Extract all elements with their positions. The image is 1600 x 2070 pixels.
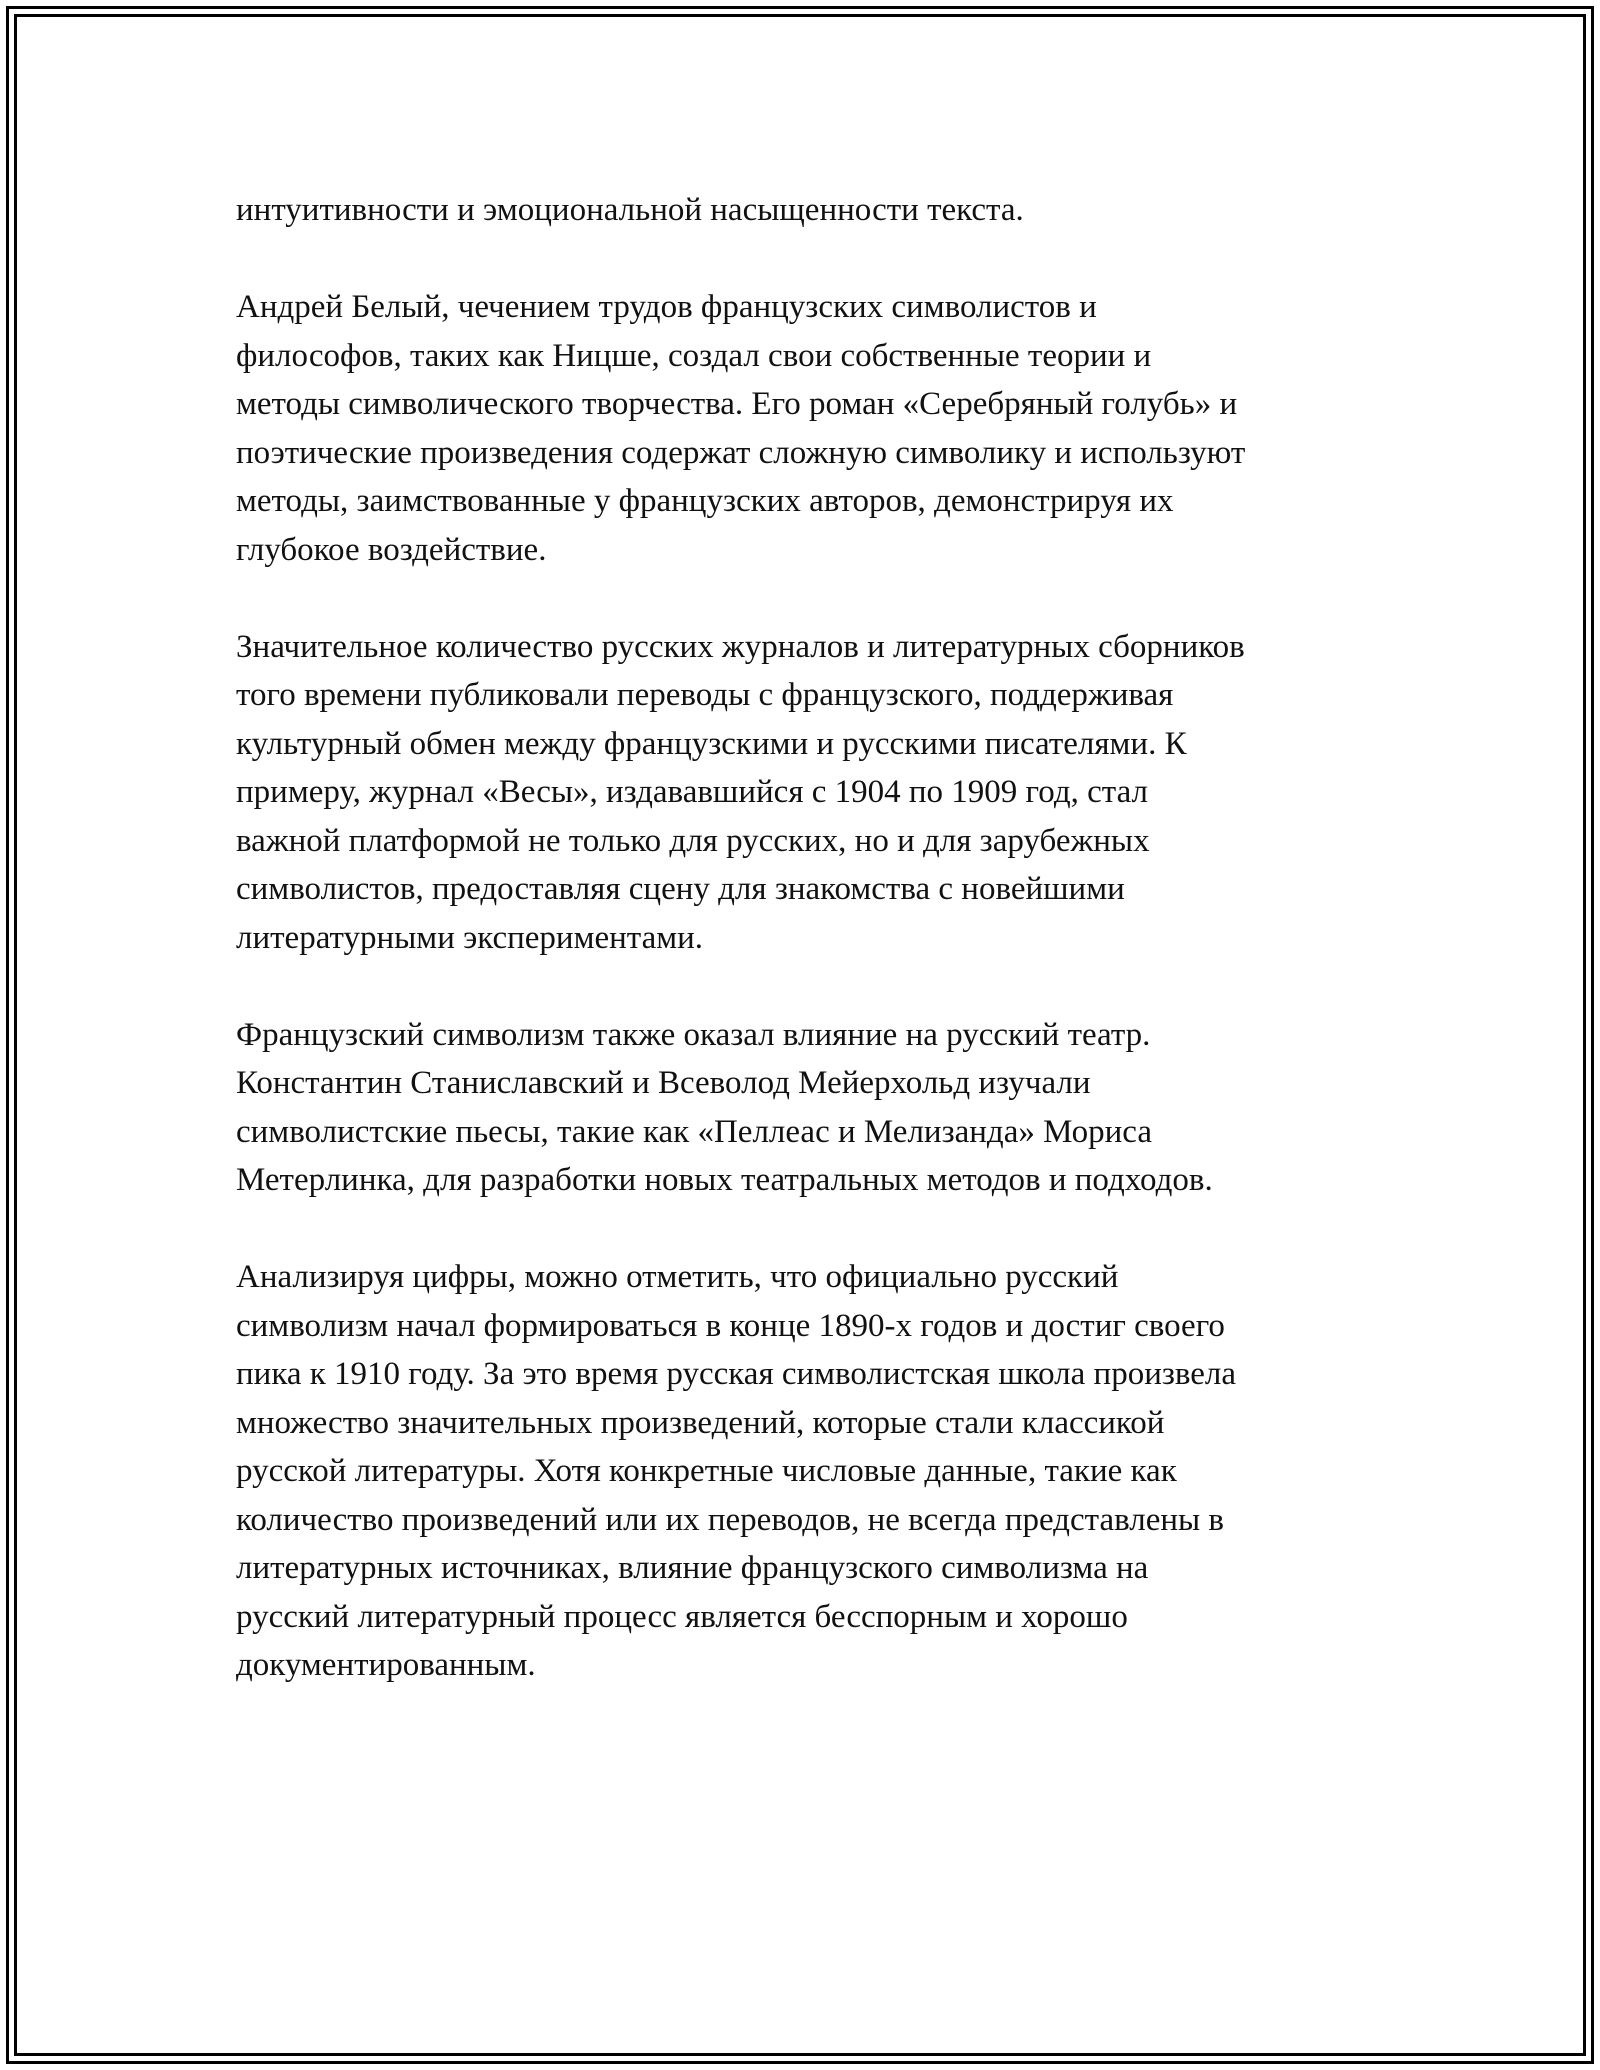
text-line: Анализируя цифры, можно отметить, что официально русский: [236, 1259, 1119, 1295]
text-line: документированным.: [236, 1647, 536, 1683]
text-line: культурный обмен между французскими и русскими писателями. К: [236, 725, 1187, 762]
text-line: русской литературы. Хотя конкретные числовые данные, такие как: [236, 1453, 1177, 1489]
text-line: интуитивности и эмоциональной насыщенности текста.: [236, 192, 1024, 228]
text-line: того времени публиковали переводы с французского, поддерживая: [236, 677, 1174, 713]
paragraph-analysis: [236, 1253, 1376, 1690]
text-line: символистов, предоставляя сцену для знакомства с новейшими: [236, 871, 1125, 907]
document-body: [236, 186, 1376, 1738]
text-line: символистские пьесы, такие как «Пеллеас и Мелизанда» Мориса: [236, 1113, 1152, 1150]
text-line: пика к 1910 году. За это время русская символистская школа произвела: [236, 1356, 1237, 1392]
text-line: поэтические произведения содержат сложную символику и используют: [236, 434, 1246, 471]
paragraph-theatre: [236, 1011, 1376, 1205]
text-line: Андрей Белый, чечением трудов французских символистов и: [236, 289, 1097, 325]
paragraph-journals: [236, 623, 1376, 963]
text-line: примеру, журнал «Весы», издававшийся с 1904 по 1909 год, стал: [236, 774, 1148, 810]
text-line: количество произведений или их переводов, не всегда представлены в: [236, 1501, 1225, 1538]
text-line: литературными экспериментами.: [236, 919, 704, 956]
text-line: Значительное количество русских журналов и литературных сборников: [236, 628, 1245, 665]
text-line: важной платформой не только для русских, но и для зарубежных: [236, 822, 1150, 859]
text-line: методы символического творчества. Его роман «Серебряный голубь» и: [236, 386, 1238, 422]
text-line: методы, заимствованные у французских авторов, демонстрируя их: [236, 483, 1174, 519]
text-line: Французский символизм также оказал влияние на русский театр.: [236, 1016, 1151, 1053]
text-line: глубокое воздействие.: [236, 531, 547, 568]
text-line: Метерлинка, для разработки новых театральных методов и подходов.: [236, 1162, 1213, 1198]
text-line: русский литературный процесс является бесспорным и хорошо: [236, 1598, 1128, 1635]
paragraph-intuition: [236, 186, 1376, 235]
text-line: литературных источниках, влияние французского символизма на: [236, 1550, 1149, 1586]
text-line: множество значительных произведений, которые стали классикой: [236, 1404, 1165, 1441]
text-line: философов, таких как Ницше, создал свои собственные теории и: [236, 337, 1152, 374]
text-line: Константин Станиславский и Всеволод Мейерхольд изучали: [236, 1065, 1091, 1101]
text-line: символизм начал формироваться в конце 1890-х годов и достиг своего: [236, 1307, 1225, 1344]
paragraph-andrei-bely: [236, 283, 1376, 574]
